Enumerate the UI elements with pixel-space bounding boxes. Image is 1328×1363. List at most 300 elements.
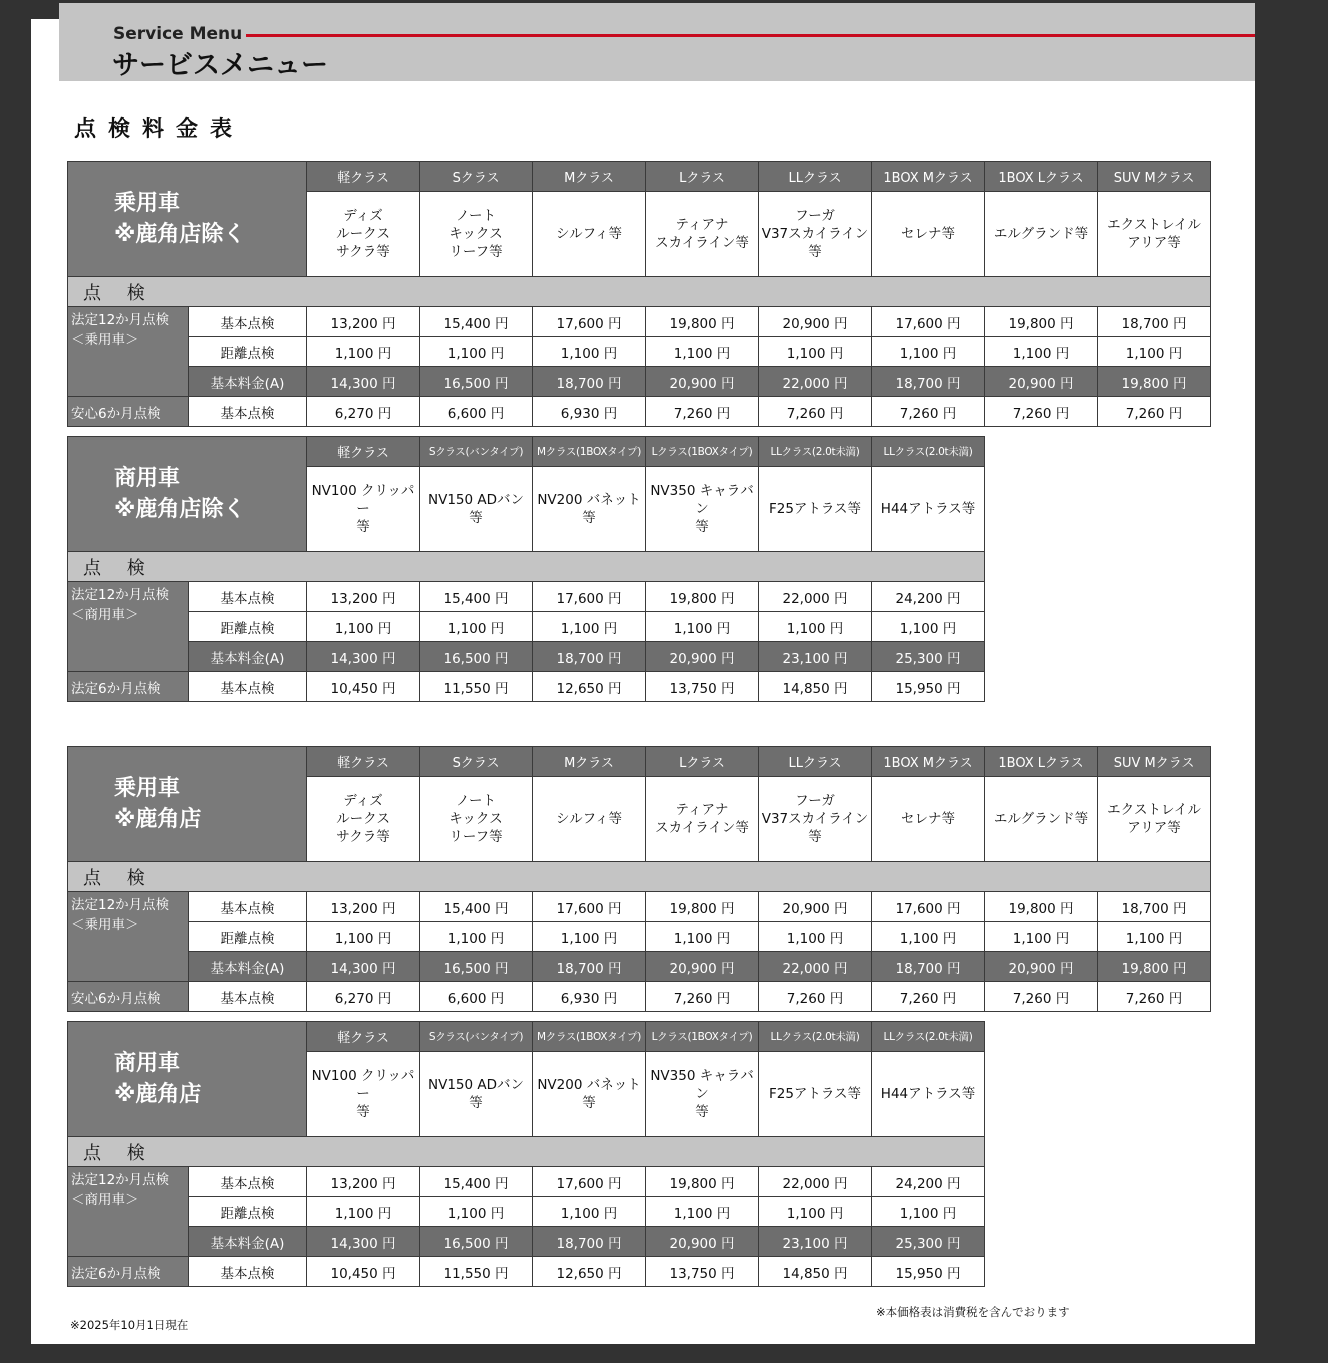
model-name-line: F25アトラス等	[768, 501, 862, 517]
class-header-row	[68, 747, 1211, 777]
banner-accent-line	[246, 34, 1255, 37]
vehicle-type-heading	[68, 747, 307, 862]
price-cell: 17,600 円	[872, 307, 985, 337]
model-names	[1098, 192, 1211, 277]
model-names	[872, 467, 985, 552]
price-cell: 7,260 円	[985, 397, 1098, 427]
class-header: 軽クラス	[307, 437, 420, 467]
price-cell: 18,700 円	[533, 1227, 646, 1257]
class-header: Mクラス	[533, 162, 646, 192]
model-names	[307, 777, 420, 862]
price-cell: 7,260 円	[646, 982, 759, 1012]
price-cell: 22,000 円	[759, 582, 872, 612]
price-cell: 1,100 円	[533, 922, 646, 952]
price-cell: 7,260 円	[759, 982, 872, 1012]
model-name-line: V37スカイライン	[761, 226, 869, 242]
model-name-line: スカイライン等	[655, 820, 749, 836]
class-header-row	[68, 162, 1211, 192]
inspection-band-row	[68, 552, 985, 582]
twelve-month-inspection-label	[68, 1167, 189, 1257]
price-cell: 6,600 円	[420, 397, 533, 427]
price-cell: 18,700 円	[1098, 307, 1211, 337]
model-name-line: ティアナ	[675, 217, 729, 233]
price-cell: 20,900 円	[646, 1227, 759, 1257]
model-names	[533, 192, 646, 277]
model-name-line: キックス	[449, 811, 503, 827]
model-name-line: ノート	[455, 208, 497, 224]
vehicle-type-line: ※鹿角店	[114, 1082, 202, 1107]
price-cell: 6,270 円	[307, 982, 420, 1012]
model-names	[759, 1052, 872, 1137]
model-name-line: ルークス	[336, 226, 390, 242]
price-cell: 18,700 円	[872, 367, 985, 397]
price-cell: 1,100 円	[646, 612, 759, 642]
price-cell: 1,100 円	[533, 1197, 646, 1227]
price-cell: 13,200 円	[307, 307, 420, 337]
model-names	[872, 777, 985, 862]
model-name-line: サクラ等	[336, 244, 390, 260]
price-cell: 1,100 円	[872, 612, 985, 642]
model-name-line: キックス	[449, 226, 503, 242]
price-row	[68, 612, 985, 642]
price-cell: 1,100 円	[307, 1197, 420, 1227]
vehicle-type-line: 商用車	[114, 1051, 181, 1076]
row-label: 基本点検	[189, 982, 307, 1012]
price-cell: 1,100 円	[533, 612, 646, 642]
price-cell: 25,300 円	[872, 1227, 985, 1257]
price-cell: 15,950 円	[872, 1257, 985, 1287]
class-header: Lクラス(1BOXタイプ)	[646, 1022, 759, 1052]
model-name-line: シルフィ等	[555, 226, 623, 242]
price-cell: 1,100 円	[646, 337, 759, 367]
price-cell: 17,600 円	[533, 582, 646, 612]
class-header: LLクラス	[759, 747, 872, 777]
price-cell: 11,550 円	[420, 1257, 533, 1287]
price-cell: 13,200 円	[307, 582, 420, 612]
price-cell: 13,200 円	[307, 892, 420, 922]
price-cell: 20,900 円	[646, 642, 759, 672]
model-name-line: エクストレイル	[1107, 802, 1201, 818]
price-cell: 19,800 円	[646, 892, 759, 922]
price-cell: 17,600 円	[533, 892, 646, 922]
model-name-line: エクストレイル	[1107, 217, 1201, 233]
tax-note: ※本価格表は消費税を含んでおります	[876, 1305, 1070, 1319]
model-names	[420, 777, 533, 862]
price-cell: 1,100 円	[759, 612, 872, 642]
price-cell: 18,700 円	[533, 952, 646, 982]
price-row	[68, 337, 1211, 367]
model-name-line: H44アトラス等	[880, 501, 976, 517]
model-name-line: シルフィ等	[555, 811, 623, 827]
price-cell: 1,100 円	[985, 922, 1098, 952]
row-label: 基本点検	[189, 672, 307, 702]
banner-title-en: Service Menu	[113, 24, 243, 44]
price-cell: 10,450 円	[307, 672, 420, 702]
twelve-month-label-line: 法定12か月点検	[71, 587, 170, 603]
model-name-line: 等	[808, 244, 822, 260]
class-header: LLクラス(2.0t未満)	[759, 437, 872, 467]
model-name-line: NV150 ADバン等	[428, 492, 525, 526]
vehicle-type-heading	[68, 1022, 307, 1137]
model-names	[420, 1052, 533, 1137]
class-header: Mクラス(1BOXタイプ)	[533, 1022, 646, 1052]
price-cell: 1,100 円	[533, 337, 646, 367]
price-cell: 14,850 円	[759, 672, 872, 702]
price-cell: 19,800 円	[985, 307, 1098, 337]
vehicle-type-line: ※鹿角店除く	[114, 497, 246, 522]
class-header: SUV Mクラス	[1098, 747, 1211, 777]
model-name-line: H44アトラス等	[880, 1086, 976, 1102]
class-header: LLクラス(2.0t未満)	[759, 1022, 872, 1052]
price-row	[68, 642, 985, 672]
model-names	[985, 777, 1098, 862]
price-table	[67, 161, 1211, 427]
model-names	[759, 467, 872, 552]
model-names	[759, 777, 872, 862]
vehicle-type-line: 商用車	[114, 466, 181, 491]
model-name-line: ディズ	[343, 793, 383, 809]
price-cell: 15,400 円	[420, 892, 533, 922]
price-cell: 19,800 円	[646, 307, 759, 337]
model-name-line: NV200 バネット等	[537, 1077, 641, 1111]
price-cell: 10,450 円	[307, 1257, 420, 1287]
class-header: Sクラス(バンタイプ)	[420, 1022, 533, 1052]
price-cell: 16,500 円	[420, 642, 533, 672]
inspection-band-row	[68, 1137, 985, 1167]
vehicle-type-heading	[68, 162, 307, 277]
model-names	[420, 192, 533, 277]
row-label: 基本点検	[189, 582, 307, 612]
price-row	[68, 892, 1211, 922]
passenger-car-table-excl-kazuno	[67, 161, 1211, 427]
price-cell: 25,300 円	[872, 642, 985, 672]
model-name-line: NV100 クリッパー	[311, 1068, 415, 1102]
row-label: 基本料金(A)	[189, 952, 307, 982]
class-header: Lクラス	[646, 747, 759, 777]
price-row	[68, 367, 1211, 397]
price-cell: 1,100 円	[420, 1197, 533, 1227]
model-names	[872, 192, 985, 277]
row-label: 基本料金(A)	[189, 642, 307, 672]
price-cell: 19,800 円	[1098, 367, 1211, 397]
price-table	[67, 746, 1211, 1012]
price-cell: 14,850 円	[759, 1257, 872, 1287]
price-cell: 1,100 円	[646, 1197, 759, 1227]
class-header: LLクラス(2.0t未満)	[872, 1022, 985, 1052]
model-name-line: リーフ等	[449, 244, 503, 260]
price-cell: 20,900 円	[985, 367, 1098, 397]
price-cell: 16,500 円	[420, 367, 533, 397]
row-label: 距離点検	[189, 337, 307, 367]
price-cell: 17,600 円	[533, 1167, 646, 1197]
model-name-line: NV350 キャラバン	[650, 483, 754, 517]
twelve-month-label-line: ＜乗用車＞	[71, 332, 139, 348]
model-name-line: 等	[695, 519, 709, 535]
price-cell: 15,400 円	[420, 1167, 533, 1197]
class-header: 軽クラス	[307, 747, 420, 777]
class-header: Sクラス(バンタイプ)	[420, 437, 533, 467]
price-cell: 18,700 円	[1098, 892, 1211, 922]
price-cell: 7,260 円	[1098, 982, 1211, 1012]
price-row	[68, 1227, 985, 1257]
price-cell: 20,900 円	[985, 952, 1098, 982]
model-name-line: アリア等	[1127, 820, 1181, 836]
class-header: Mクラス	[533, 747, 646, 777]
model-name-line: ノート	[455, 793, 497, 809]
class-header: Sクラス	[420, 747, 533, 777]
twelve-month-inspection-label	[68, 582, 189, 672]
price-cell: 6,600 円	[420, 982, 533, 1012]
price-cell: 7,260 円	[872, 982, 985, 1012]
price-cell: 24,200 円	[872, 582, 985, 612]
class-header: 1BOX Mクラス	[872, 747, 985, 777]
row-label: 距離点検	[189, 1197, 307, 1227]
vehicle-type-line: 乗用車	[114, 191, 181, 216]
price-cell: 19,800 円	[646, 582, 759, 612]
model-name-line: F25アトラス等	[768, 1086, 862, 1102]
class-header: LLクラス(2.0t未満)	[872, 437, 985, 467]
twelve-month-label-line: 法定12か月点検	[71, 1172, 170, 1188]
price-cell: 19,800 円	[646, 1167, 759, 1197]
model-name-line: NV200 バネット等	[537, 492, 641, 526]
price-cell: 6,930 円	[533, 397, 646, 427]
six-month-row	[68, 672, 985, 702]
price-table	[67, 436, 985, 702]
price-cell: 15,400 円	[420, 582, 533, 612]
class-header: 1BOX Lクラス	[985, 747, 1098, 777]
model-names	[985, 192, 1098, 277]
twelve-month-label-line: 法定12か月点検	[71, 312, 170, 328]
model-names	[420, 467, 533, 552]
price-cell: 1,100 円	[307, 612, 420, 642]
row-label: 距離点検	[189, 612, 307, 642]
price-cell: 18,700 円	[872, 952, 985, 982]
six-month-row	[68, 397, 1211, 427]
row-label: 基本料金(A)	[189, 1227, 307, 1257]
price-cell: 1,100 円	[420, 922, 533, 952]
price-cell: 24,200 円	[872, 1167, 985, 1197]
inspection-band-label: 点 検	[68, 1137, 985, 1167]
row-label: 距離点検	[189, 922, 307, 952]
model-name-line: サクラ等	[336, 829, 390, 845]
class-header: 1BOX Lクラス	[985, 162, 1098, 192]
price-row	[68, 307, 1211, 337]
inspection-band-label: 点 検	[68, 862, 1211, 892]
price-cell: 22,000 円	[759, 1167, 872, 1197]
row-label: 基本点検	[189, 1257, 307, 1287]
price-cell: 14,300 円	[307, 642, 420, 672]
model-names	[307, 467, 420, 552]
price-cell: 20,900 円	[646, 952, 759, 982]
price-cell: 7,260 円	[1098, 397, 1211, 427]
class-header: Mクラス(1BOXタイプ)	[533, 437, 646, 467]
price-cell: 13,200 円	[307, 1167, 420, 1197]
model-name-line: 等	[356, 519, 370, 535]
class-header: LLクラス	[759, 162, 872, 192]
class-header: 軽クラス	[307, 162, 420, 192]
price-cell: 7,260 円	[759, 397, 872, 427]
model-names	[646, 1052, 759, 1137]
price-cell: 15,400 円	[420, 307, 533, 337]
price-cell: 22,000 円	[759, 367, 872, 397]
price-cell: 16,500 円	[420, 952, 533, 982]
price-cell: 1,100 円	[420, 612, 533, 642]
class-header: SUV Mクラス	[1098, 162, 1211, 192]
inspection-band-label: 点 検	[68, 277, 1211, 307]
price-cell: 6,930 円	[533, 982, 646, 1012]
row-label: 基本料金(A)	[189, 367, 307, 397]
price-cell: 12,650 円	[533, 672, 646, 702]
model-name-line: アリア等	[1127, 235, 1181, 251]
six-month-inspection-label: 安心6か月点検	[68, 397, 189, 427]
price-row	[68, 1197, 985, 1227]
model-name-line: エルグランド等	[993, 811, 1089, 827]
twelve-month-inspection-label	[68, 892, 189, 982]
model-name-line: NV350 キャラバン	[650, 1068, 754, 1102]
class-header-row	[68, 437, 985, 467]
row-label: 基本点検	[189, 892, 307, 922]
price-cell: 1,100 円	[872, 922, 985, 952]
price-cell: 23,100 円	[759, 642, 872, 672]
price-cell: 16,500 円	[420, 1227, 533, 1257]
price-cell: 7,260 円	[985, 982, 1098, 1012]
price-cell: 1,100 円	[307, 922, 420, 952]
model-names	[1098, 777, 1211, 862]
price-row	[68, 952, 1211, 982]
model-names	[533, 777, 646, 862]
passenger-car-table-kazuno	[67, 746, 1211, 1012]
model-name-line: NV150 ADバン等	[428, 1077, 525, 1111]
banner-title-ja: サービスメニュー	[112, 50, 328, 81]
class-header: 軽クラス	[307, 1022, 420, 1052]
six-month-inspection-label: 安心6か月点検	[68, 982, 189, 1012]
model-name-line: セレナ等	[901, 226, 956, 242]
price-cell: 11,550 円	[420, 672, 533, 702]
model-name-line: 等	[356, 1104, 370, 1120]
six-month-row	[68, 1257, 985, 1287]
price-row	[68, 582, 985, 612]
price-cell: 1,100 円	[1098, 922, 1211, 952]
price-cell: 7,260 円	[646, 397, 759, 427]
model-name-line: フーガ	[795, 208, 835, 224]
twelve-month-label-line: ＜乗用車＞	[71, 917, 139, 933]
commercial-vehicle-table-kazuno	[67, 1021, 985, 1287]
model-name-line: スカイライン等	[655, 235, 749, 251]
price-cell: 22,000 円	[759, 952, 872, 982]
class-header-row	[68, 1022, 985, 1052]
class-header: Lクラス	[646, 162, 759, 192]
price-cell: 13,750 円	[646, 672, 759, 702]
row-label: 基本点検	[189, 307, 307, 337]
model-names	[646, 192, 759, 277]
price-cell: 12,650 円	[533, 1257, 646, 1287]
price-cell: 20,900 円	[646, 367, 759, 397]
model-names	[533, 1052, 646, 1137]
model-name-line: エルグランド等	[993, 226, 1089, 242]
model-names	[646, 777, 759, 862]
six-month-inspection-label: 法定6か月点検	[68, 1257, 189, 1287]
inspection-band-label: 点 検	[68, 552, 985, 582]
vehicle-type-line: 乗用車	[114, 776, 181, 801]
model-name-line: 等	[808, 829, 822, 845]
price-cell: 14,300 円	[307, 1227, 420, 1257]
price-cell: 1,100 円	[759, 1197, 872, 1227]
price-cell: 1,100 円	[872, 337, 985, 367]
model-names	[307, 192, 420, 277]
class-header: Lクラス(1BOXタイプ)	[646, 437, 759, 467]
commercial-vehicle-table-excl-kazuno	[67, 436, 985, 702]
twelve-month-label-line: ＜商用車＞	[71, 1192, 139, 1208]
vehicle-type-line: ※鹿角店	[114, 807, 202, 832]
price-row	[68, 1167, 985, 1197]
price-cell: 19,800 円	[985, 892, 1098, 922]
price-cell: 20,900 円	[759, 892, 872, 922]
model-name-line: セレナ等	[901, 811, 956, 827]
price-cell: 15,950 円	[872, 672, 985, 702]
row-label: 基本点検	[189, 397, 307, 427]
model-name-line: フーガ	[795, 793, 835, 809]
vehicle-type-heading	[68, 437, 307, 552]
model-names	[533, 467, 646, 552]
price-cell: 14,300 円	[307, 367, 420, 397]
class-header: 1BOX Mクラス	[872, 162, 985, 192]
price-cell: 1,100 円	[759, 337, 872, 367]
model-name-line: NV100 クリッパー	[311, 483, 415, 517]
price-cell: 17,600 円	[872, 892, 985, 922]
model-name-line: 等	[695, 1104, 709, 1120]
price-cell: 17,600 円	[533, 307, 646, 337]
price-row	[68, 922, 1211, 952]
twelve-month-inspection-label	[68, 307, 189, 397]
inspection-band-row	[68, 862, 1211, 892]
price-cell: 18,700 円	[533, 367, 646, 397]
model-name-line: V37スカイライン	[761, 811, 869, 827]
twelve-month-label-line: 法定12か月点検	[71, 897, 170, 913]
price-cell: 1,100 円	[646, 922, 759, 952]
price-cell: 6,270 円	[307, 397, 420, 427]
price-cell: 1,100 円	[1098, 337, 1211, 367]
price-cell: 1,100 円	[307, 337, 420, 367]
model-names	[759, 192, 872, 277]
date-note: ※2025年10月1日現在	[70, 1318, 189, 1332]
class-header: Sクラス	[420, 162, 533, 192]
twelve-month-label-line: ＜商用車＞	[71, 607, 139, 623]
price-cell: 7,260 円	[872, 397, 985, 427]
price-cell: 18,700 円	[533, 642, 646, 672]
page-title: 点検料金表	[74, 117, 245, 142]
price-cell: 14,300 円	[307, 952, 420, 982]
price-cell: 20,900 円	[759, 307, 872, 337]
model-name-line: ディズ	[343, 208, 383, 224]
row-label: 基本点検	[189, 1167, 307, 1197]
model-name-line: ティアナ	[675, 802, 729, 818]
price-cell: 1,100 円	[985, 337, 1098, 367]
model-name-line: リーフ等	[449, 829, 503, 845]
price-cell: 1,100 円	[420, 337, 533, 367]
price-cell: 23,100 円	[759, 1227, 872, 1257]
model-names	[872, 1052, 985, 1137]
price-cell: 19,800 円	[1098, 952, 1211, 982]
vehicle-type-line: ※鹿角店除く	[114, 222, 246, 247]
inspection-band-row	[68, 277, 1211, 307]
model-names	[646, 467, 759, 552]
price-cell: 13,750 円	[646, 1257, 759, 1287]
six-month-row	[68, 982, 1211, 1012]
model-names	[307, 1052, 420, 1137]
price-cell: 1,100 円	[759, 922, 872, 952]
six-month-inspection-label: 法定6か月点検	[68, 672, 189, 702]
price-cell: 1,100 円	[872, 1197, 985, 1227]
